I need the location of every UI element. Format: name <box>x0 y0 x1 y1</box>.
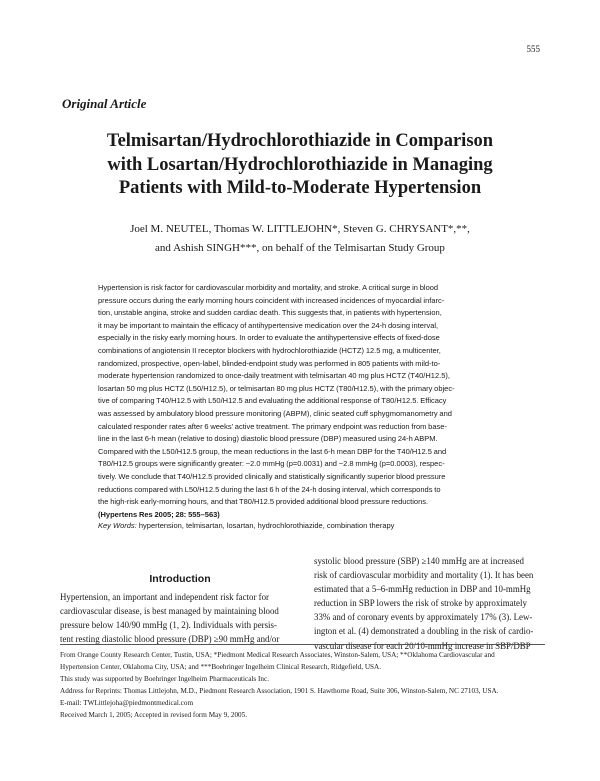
body-line: tent resting diastolic blood pressure (DBP) ≥90 mmHg and/or <box>60 634 280 645</box>
keywords <box>98 520 506 532</box>
abstract-line: it may be important to maintain the efficacy of antihypertensive medication over the 24-h dosing interval, <box>98 320 439 330</box>
keywords-label: Key Words: <box>98 521 137 530</box>
author-list <box>60 220 540 258</box>
abstract-line: tive of comparing T40/H12.5 with L50/H12.5 and evaluating the additional response of T80/H12.5. Efficacy <box>98 396 447 406</box>
right-column-text <box>314 554 546 653</box>
author-line: and Ashish SINGH***, on behalf of the Telmisartan Study Group <box>155 242 445 254</box>
footnote-line: This study was supported by Boehringer Ingelheim Pharmaceuticals Inc. <box>60 674 269 683</box>
abstract <box>98 282 506 521</box>
footnote-line: Hypertension Center, Oklahoma City, USA; and ***Boehringer Ingelheim Clinical Research, Ridgefield, USA. <box>60 662 382 671</box>
body-line: pressure below 140/90 mmHg (1, 2). Individuals with persis- <box>60 620 277 631</box>
article-title <box>60 130 540 201</box>
title-line: Patients with Mild-to-Moderate Hypertension <box>118 178 482 198</box>
abstract-line: Compared with the L50/H12.5 group, the mean reductions in the last 6-h mean DBP for the T40/H12.5 and <box>98 446 447 456</box>
body-line: Hypertension, an important and independent risk factor for <box>60 592 269 602</box>
abstract-line: randomized, prospective, open-label, blinded-endpoint study was performed in 805 patients with mild-to- <box>98 358 441 368</box>
abstract-line: combinations of angiotensin II receptor blockers with hydrochlorothiazide (HCTZ) 12.5 mg, a multicenter, <box>98 345 441 355</box>
body-line: ington et al. (4) demonstrated a doubling in the risk of cardio- <box>314 626 534 637</box>
footnote-line: Received March 1, 2005; Accepted in revised form May 9, 2005. <box>60 710 248 719</box>
abstract-line: reductions compared with L50/H12.5 during the last 6 h of the 24-h dosing interval, which corresponds to <box>98 484 441 494</box>
abstract-line: Hypertension is risk factor for cardiovascular morbidity and mortality, and stroke. A critical surge in blood <box>98 283 439 292</box>
abstract-line: pressure occurs during the early morning hours coincident with increased incidences of myocardial infarc- <box>98 295 445 305</box>
body-line: cardiovascular disease, is best managed by maintaining blood <box>60 606 279 617</box>
abstract-line: tively. We conclude that T40/H12.5 provided clinically and statistically significantly superior blood pressure <box>98 471 446 481</box>
article-type-label: Original Article <box>62 96 147 111</box>
body-line: reduction in SBP lowers the risk of stroke by approximately <box>314 598 527 609</box>
footnote-line: Address for Reprints: Thomas Littlejohn, M.D., Piedmont Research Association, 1901 S. Hawthorne Road, Suite 306, Winston-Salem, NC 27103, USA. <box>60 686 499 695</box>
abstract-line: tion, unstable angina, stroke and sudden cardiac death. This suggests that, in patients with hypertension, <box>98 308 442 318</box>
abstract-line: was assessed by ambulatory blood pressure monitoring (ABPM), clinic seated cuff sphygmomanometry and <box>98 408 452 418</box>
body-line: vascular disease for each 20/10-mmHg increase in SBP/DBP <box>314 640 531 651</box>
footnotes <box>60 650 545 721</box>
abstract-line: losartan 50 mg plus HCTZ (L50/H12.5), or telmisartan 80 mg plus HCTZ (T80/H12.5), with the primary objec- <box>98 383 455 393</box>
author-line: Joel M. NEUTEL, Thomas W. LITTLEJOHN*, Steven G. CHRYSANT*,**, <box>130 223 470 235</box>
section-heading-introduction: Introduction <box>149 573 211 585</box>
keywords-text: hypertension, telmisartan, losartan, hydrochlorothiazide, combination therapy <box>138 521 395 530</box>
abstract-line: line in the last 6-h mean (relative to dosing) diastolic blood pressure (DBP) measured using 24-h ABPM. <box>98 434 438 444</box>
abstract-line: T80/H12.5 groups were significantly greater: −2.0 mmHg (p=0.0031) and −2.8 mmHg (p=0.0003), respec- <box>98 459 445 469</box>
title-line: with Losartan/Hydrochlorothiazide in Managing <box>107 154 493 175</box>
footnote-line: E-mail: TWLittlejoha@piedmontmedical.com <box>60 698 194 707</box>
abstract-line: moderate hypertension randomized to once-daily treatment with telmisartan 40 mg plus HCTZ (T40/H12.5), <box>98 371 450 381</box>
title-line: Telmisartan/Hydrochlorothiazide in Comparison <box>106 131 494 151</box>
body-line: systolic blood pressure (SBP) ≥140 mmHg are at increased <box>314 556 524 566</box>
abstract-line: especially in the risky early morning hours. In order to evaluate the antihypertensive effects of fixed-dose <box>98 333 440 343</box>
body-line: risk of cardiovascular morbidity and mortality (1). It has been <box>314 570 534 581</box>
footnote-line: From Orange County Research Center, Tustin, USA; *Piedmont Medical Research Associates, Winston-Salem, USA; **Oklahoma Cardiovascular and <box>60 651 495 659</box>
abstract-line: the high-risk early-morning hours, and that T80/H12.5 provided additional blood pressure reductions. <box>98 497 429 507</box>
left-column-text <box>60 590 306 646</box>
body-line: estimated that a 5–6-mmHg reduction in DBP and 10-mmHg <box>314 584 531 595</box>
footnote-divider <box>60 644 545 645</box>
abstract-citation: (Hypertens Res 2005; 28: 555–563) <box>98 509 220 519</box>
page-number: 555 <box>526 44 540 54</box>
abstract-line: calculated responder rates after 6 weeks' active treatment. The primary endpoint was reduction from base- <box>98 421 447 431</box>
body-line: 33% and of coronary events by approximately 17% (3). Lew- <box>314 612 533 623</box>
